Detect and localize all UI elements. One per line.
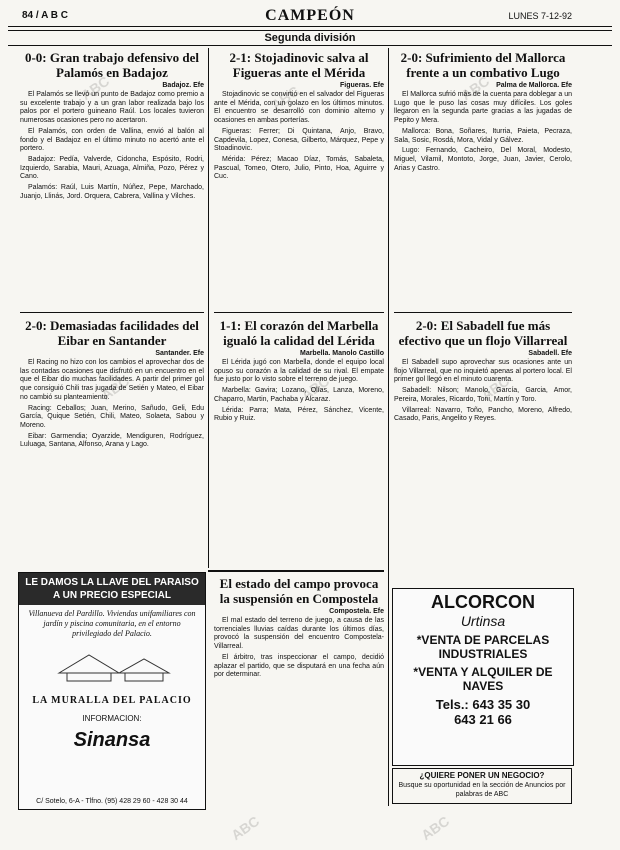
ad-line-naves: *VENTA Y ALQUILER DE NAVES <box>413 665 553 693</box>
article-paragraph: El árbitro, tras inspeccionar el campo, decidió aplazar el partido, que se disputará en una fecha aún por determinar. <box>214 653 384 679</box>
article-source: Figueras. Efe <box>340 82 384 89</box>
issue-date: LUNES 7-12-92 <box>508 11 572 21</box>
ad-negocio <box>392 768 572 804</box>
ad-title: ¿QUIERE PONER UN NEGOCIO? <box>419 771 545 780</box>
ad-tel-1: 643 35 30 <box>472 697 531 712</box>
page-header <box>8 8 612 27</box>
article-title: 2-1: Stojadinovic salva al Figueras ante el Mérida <box>229 50 369 80</box>
ad-line-parcelas: *VENTA DE PARCELAS INDUSTRIALES <box>416 633 550 661</box>
column-rule <box>208 48 209 568</box>
watermark: ABC <box>78 72 113 104</box>
article-title: 2-0: El Sabadell fue más efectivo que un flojo Villarreal <box>398 318 568 348</box>
article-paragraph: Stojadinovic se convirtió en el salvador del Figueras ante el Mérida, con un golazo en los últimos minutos. El encuentro se desarrolló con dominio alterno y ocasiones en ambas porterías. <box>214 91 384 125</box>
ad-body: Busque su oportunidad en la sección de Anuncios por palabras de ABC <box>398 782 566 798</box>
article-paragraph: Palamós: Raúl, Luis Martín, Núñez, Pepe, Marchado, Juanjo, Llinás, Jord. Orquera, Cabrera, Vallina y Vilches. <box>20 184 204 200</box>
watermark: ABC <box>418 812 453 844</box>
watermark: ABC <box>268 82 303 114</box>
article-source: Santander. Efe <box>155 350 204 357</box>
article-source: Sabadell. Efe <box>528 350 572 357</box>
article-paragraph: Villarreal: Navarro, Toño, Pancho, Moreno, Alfredo, Casado, Paris, Angelito y Reyes. <box>394 406 572 423</box>
article-paragraph: El Sabadell supo aprovechar sus ocasiones ante un flojo Villarreal, que no inquietó apenas al portero local. El primer gol llegó en el minuto cuarenta. <box>394 359 572 384</box>
article-paragraph: Mérida: Pérez; Macao Díaz, Tomás, Sabaleta, Pascual, Tomeo, Otero, Julio, Pinto, Hoa, Aguirre y Cuc. <box>214 155 384 181</box>
watermark: ABC <box>478 372 513 404</box>
ad-body: Villanueva del Pardillo. Viviendas unifamiliares con jardín y piscina comunitaria, en el entorno privilegiado del Palacio. <box>28 609 196 638</box>
article-title: 0-0: Gran trabajo defensivo del Palamós en Badajoz <box>24 50 200 80</box>
watermark: ABC <box>228 812 263 844</box>
article-paragraph: Sabadell: Nilson; Manolo, García, Garcia, Amor, Pereira, Morales, Ricardo, Toni, Martín y Toro. <box>394 387 572 403</box>
page-number: 84 / A B C <box>22 10 68 21</box>
article-paragraph: Lérida: Parra; Mata, Pérez, Sánchez, Vicente, Rubio y Ruiz. <box>214 406 384 423</box>
ad-paraiso <box>18 572 206 810</box>
article-sabadell <box>394 316 572 582</box>
article-title: 1-1: El corazón del Marbella igualó la calidad del Lérida <box>219 318 379 348</box>
house-illustration-icon <box>19 643 203 683</box>
article-source: Compostela. Efe <box>329 608 384 615</box>
column-rule <box>388 48 389 806</box>
article-paragraph: El Palamós se llevó un punto de Badajoz como premio a su excelente trabajo y a un gran labor realizada bajo los palos por el portero guineano Raúl. Los locales tuvieron numerosas ocasiones pero no acertaron. <box>20 91 204 125</box>
article-paragraph: Eibar: Garmendia; Oyarzide, Mendiguren, Rodríguez, Luluaga, Santana, Alfonso, Arana y Lago. <box>20 432 204 449</box>
article-paragraph: El Lérida jugó con Marbella, donde el equipo local opuso su corazón a la calidad de su rival. El empate fue justo por lo visto sobre el terreno de juego. <box>214 359 384 384</box>
article-paragraph: El Racing no hizo con los cambios el aprovechar dos de las contadas ocasiones que disfrutó en un encuentro en el que el Eibar dio muchas facilidades. A partir del primer gol que consiguió Chili tras jugada de Setién y Mateo, el Eibar no cambió su planteamiento. <box>20 359 204 401</box>
ad-tel-2: 643 21 66 <box>454 712 512 727</box>
divider <box>20 312 204 313</box>
article-title: El estado del campo provoca la suspensión en Compostela <box>219 576 379 606</box>
article-figueras <box>214 48 384 310</box>
article-paragraph: Figueras: Ferrer; Di Quintana, Anjo, Bravo, Capdevila, Lopez, Conesa, Gilberto, Márquez, Pepe y Stoadinovic. <box>214 127 384 153</box>
ad-info-label: INFORMACION: <box>82 714 142 723</box>
divider <box>394 312 572 313</box>
article-title: 2-0: Demasiadas facilidades del Eibar en Santander <box>25 318 199 348</box>
ad-company: Urtinsa <box>460 613 506 629</box>
ad-tel-label: Tels.: <box>435 697 469 712</box>
article-source: Badajoz. Efe <box>162 82 204 89</box>
article-source: Marbella. Manolo Castillo <box>299 350 384 357</box>
ad-logo: LA MURALLA DEL PALACIO <box>32 695 192 706</box>
article-paragraph: Marbella: Gavira; Lozano, Olías, Lanza, Moreno, Chaparro, Martin, Pachaba y Alcaraz. <box>214 387 384 403</box>
ad-headline: LE DAMOS LA LLAVE DEL PARAISO A UN PRECIO ESPECIAL <box>19 573 205 605</box>
article-paragraph: El Mallorca sufrió más de la cuenta para doblegar a un Lugo que le puso las cosas muy difíciles. Los goles llegaron en la segunda parte gracias a las jugadas de Pepito y Mera. <box>394 91 572 125</box>
ad-alcorcon <box>392 588 574 766</box>
article-paragraph: Mallorca: Bona, Soñares, Iturria, Paieta, Pecraza, Sala, Sosic, Rosdá, Mora, Vidal y Gálvez. <box>394 127 572 144</box>
divider <box>208 570 384 572</box>
watermark: ABC <box>298 372 333 404</box>
section-title: CAMPEÓN <box>265 7 355 24</box>
division-band: Segunda división <box>8 30 612 46</box>
article-compostela <box>214 574 384 806</box>
article-paragraph: Badajoz: Pedía, Valverde, Cidoncha, Espósito, Rodri, Izquierdo, Sarabia, Mauri, Azuaga, Almiña, Pozo, Pérez y Cano. <box>20 155 204 181</box>
article-paragraph: Lugo: Fernando, Cacheiro, Del Moral, Modesto, Miguel, Vilamil, Montoto, Jorge, Juan, Javier, Cerolo, Arias y Castro. <box>394 147 572 172</box>
watermark: ABC <box>458 72 493 104</box>
article-palamos <box>20 48 204 310</box>
ad-brand: Sinansa <box>73 729 151 751</box>
article-title: 2-0: Sufrimiento del Mallorca frente a un combativo Lugo <box>400 50 566 80</box>
ad-title: ALCORCON <box>431 592 535 612</box>
divider <box>214 312 384 313</box>
article-racing <box>20 316 204 566</box>
watermark: ABC <box>98 372 133 404</box>
article-paragraph: El Palamós, con orden de Vallina, envió al balón al fondo y el Badajoz en el último minuto no acertó ante el portero. <box>20 127 204 153</box>
article-paragraph: Racing: Ceballos; Juan, Merino, Sañudo, Geli, Edu García, Quique Setién, Chili, Mateo, Solaeta, Sabou y Moreno. <box>20 404 204 429</box>
article-paragraph: El mal estado del terreno de juego, a causa de las torrenciales lluvias caídas durante los últimos días, provocó la suspensión del encuentro Compostela-Villarreal. <box>214 617 384 651</box>
article-source: Palma de Mallorca. Efe <box>496 82 572 89</box>
article-marbella <box>214 316 384 536</box>
ad-address: C/ Sotelo, 6-A - Tlfno. (95) 428 29 60 - 428 30 44 <box>36 798 188 805</box>
